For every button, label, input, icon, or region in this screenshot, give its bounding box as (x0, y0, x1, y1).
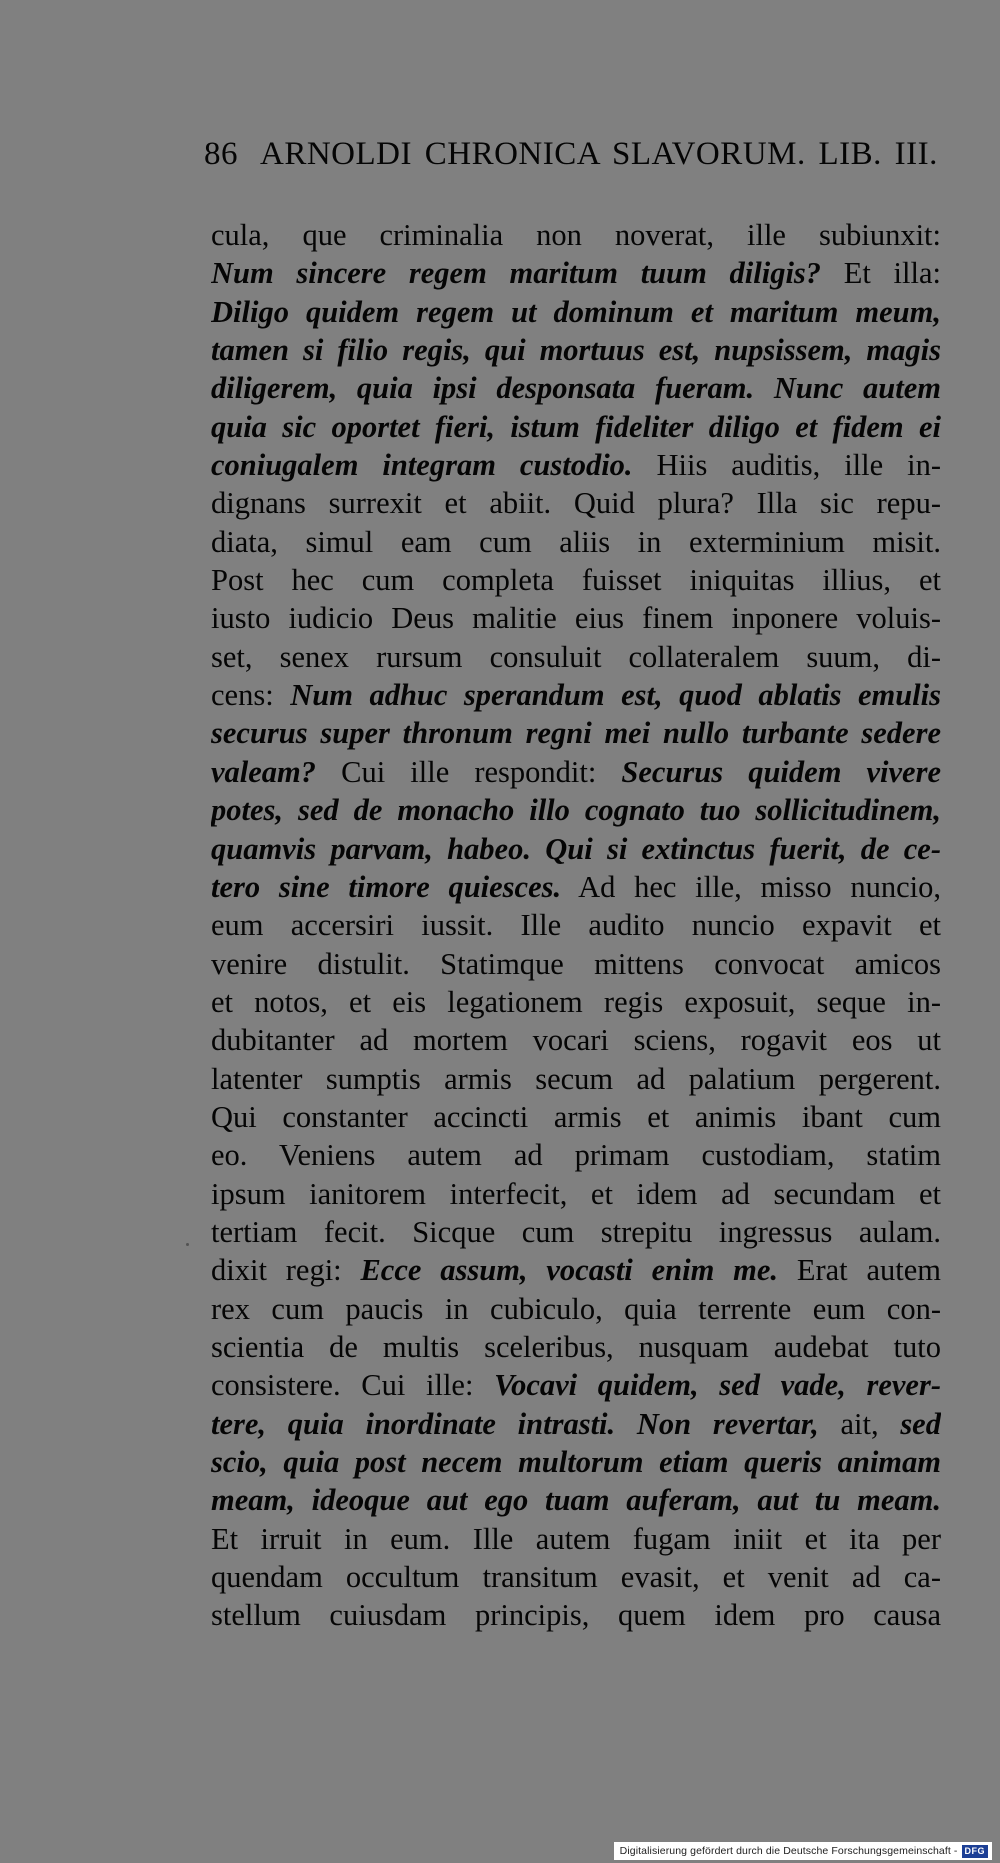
text-line (211, 638, 941, 676)
text-line (211, 868, 941, 906)
italic-segment: Ecce assum, vocasti enim me. (360, 1253, 779, 1288)
text-line (211, 331, 941, 369)
italic-segment: securus super thronum regni mei nullo turbante sedere (211, 716, 941, 751)
roman-segment: dubitanter ad mortem vocari sciens, rogavit eos ut (211, 1023, 941, 1058)
roman-segment: set, senex rursum consuluit collateralem suum, di- (211, 639, 941, 674)
text-line (211, 1060, 941, 1098)
text-line (211, 676, 941, 714)
text-line (211, 1290, 941, 1328)
italic-segment: sed (900, 1406, 941, 1441)
text-line (211, 830, 941, 868)
italic-segment: quamvis parvam, habeo. Qui si extinctus fuerit, de ce- (211, 831, 941, 866)
roman-segment: cens: (211, 678, 291, 713)
roman-segment: ipsum ianitorem interfecit, et idem ad secundam et (211, 1176, 941, 1211)
italic-segment: Securus quidem vivere (621, 754, 941, 789)
roman-segment: eo. Veniens autem ad primam custodiam, statim (211, 1138, 941, 1173)
text-line (211, 1596, 941, 1634)
italic-segment: potes, sed de monacho illo cognato tuo sollicitudinem, (211, 793, 941, 828)
text-line (211, 216, 941, 254)
credit-text: Digitalisierung gefördert durch die Deutsche Forschungsgemeinschaft - (619, 1845, 958, 1857)
dfg-logo: DFG (962, 1845, 989, 1858)
italic-segment: tamen si filio regis, qui mortuus est, nupsissem, magis (211, 333, 941, 368)
text-line (211, 714, 941, 752)
italic-segment: quia sic oportet fieri, istum fideliter diligo et fidem ei (211, 409, 941, 444)
roman-segment: stellum cuiusdam principis, quem idem pro causa (211, 1598, 941, 1633)
text-line (211, 753, 941, 791)
running-title: ARNOLDI CHRONICA SLAVORUM. LIB. III. (260, 136, 938, 172)
roman-segment: Cui ille respondit: (316, 754, 622, 789)
text-line (211, 1520, 941, 1558)
roman-segment: dignans surrexit et abiit. Quid plura? Illa sic repu- (211, 486, 941, 521)
italic-segment: Num adhuc sperandum est, quod ablatis emulis (290, 678, 941, 713)
body-text (211, 216, 941, 1635)
italic-segment: diligerem, quia ipsi desponsata fueram. Nunc autem (211, 371, 941, 406)
italic-segment: Vocavi quidem, sed vade, rever- (494, 1368, 941, 1403)
text-line (211, 1175, 941, 1213)
text-line (211, 408, 941, 446)
roman-segment: Post hec cum completa fuisset iniquitas illius, et (211, 563, 941, 598)
italic-segment: meam, ideoque aut ego tuam auferam, aut tu meam. (211, 1483, 941, 1518)
text-line (211, 369, 941, 407)
roman-segment: Et illa: (821, 256, 941, 291)
text-line (211, 484, 941, 522)
text-line (211, 1213, 941, 1251)
roman-segment: scientia de multis sceleribus, nusquam audebat tuto (211, 1329, 941, 1364)
roman-segment: rex cum paucis in cubiculo, quia terrente eum con- (211, 1291, 941, 1326)
roman-segment: eum accersiri iussit. Ille audito nuncio expavit et (211, 908, 941, 943)
text-line (211, 293, 941, 331)
roman-segment: cula, que criminalia non noverat, ille subiunxit: (211, 218, 941, 252)
roman-segment: venire distulit. Statimque mittens convocat amicos (211, 946, 941, 981)
text-line (211, 906, 941, 944)
text-line (211, 1251, 941, 1289)
roman-segment: dixit regi: (211, 1253, 361, 1288)
roman-segment: Et irruit in eum. Ille autem fugam iniit et ita per (211, 1521, 941, 1556)
italic-segment: valeam? (211, 754, 317, 789)
roman-segment: Hiis auditis, ille in- (632, 448, 941, 483)
text-line (211, 1136, 941, 1174)
text-line (211, 523, 941, 561)
roman-segment: diata, simul eam cum aliis in exterminium misit. (211, 524, 941, 559)
roman-segment: ait, (818, 1406, 901, 1441)
text-line (211, 561, 941, 599)
roman-segment: iusto iudicio Deus malitie eius finem inponere voluis- (211, 601, 941, 636)
roman-segment: Ad hec ille, misso nuncio, (561, 869, 941, 904)
page-number: 86 (204, 136, 238, 172)
roman-segment: Qui constanter accincti armis et animis ibant cum (211, 1099, 941, 1134)
text-line (211, 1098, 941, 1136)
italic-segment: tere, quia inordinate intrasti. Non revertar, (211, 1406, 819, 1441)
text-line (211, 599, 941, 637)
text-line (211, 1366, 941, 1404)
margin-speck (186, 1243, 189, 1246)
text-line (211, 254, 941, 292)
italic-segment: coniugalem integram custodio. (211, 448, 633, 483)
text-line (211, 791, 941, 829)
text-line (211, 983, 941, 1021)
text-line (211, 1405, 941, 1443)
italic-segment: scio, quia post necem multorum etiam queris animam (211, 1445, 941, 1479)
text-line (211, 446, 941, 484)
running-head (204, 136, 940, 182)
text-line (211, 1558, 941, 1596)
roman-segment: et notos, et eis legationem regis exposuit, seque in- (211, 984, 941, 1019)
text-line (211, 1481, 941, 1519)
text-line (211, 1328, 941, 1366)
roman-segment: Erat autem (778, 1253, 941, 1288)
roman-segment: consistere. Cui ille: (211, 1368, 495, 1403)
roman-segment: quendam occultum transitum evasit, et venit ad ca- (211, 1560, 941, 1595)
text-line (211, 1443, 941, 1481)
italic-segment: tero sine timore quiesces. (211, 869, 562, 904)
italic-segment: Diligo quidem regem ut dominum et maritum meum, (211, 294, 941, 329)
roman-segment: tertiam fecit. Sicque cum strepitu ingressus aulam. (211, 1214, 941, 1249)
italic-segment: Num sincere regem maritum tuum diligis? (211, 256, 822, 291)
text-line (211, 945, 941, 983)
roman-segment: latenter sumptis armis secum ad palatium pergerent. (211, 1061, 941, 1096)
digitization-credit (614, 1842, 992, 1860)
text-line (211, 1021, 941, 1059)
